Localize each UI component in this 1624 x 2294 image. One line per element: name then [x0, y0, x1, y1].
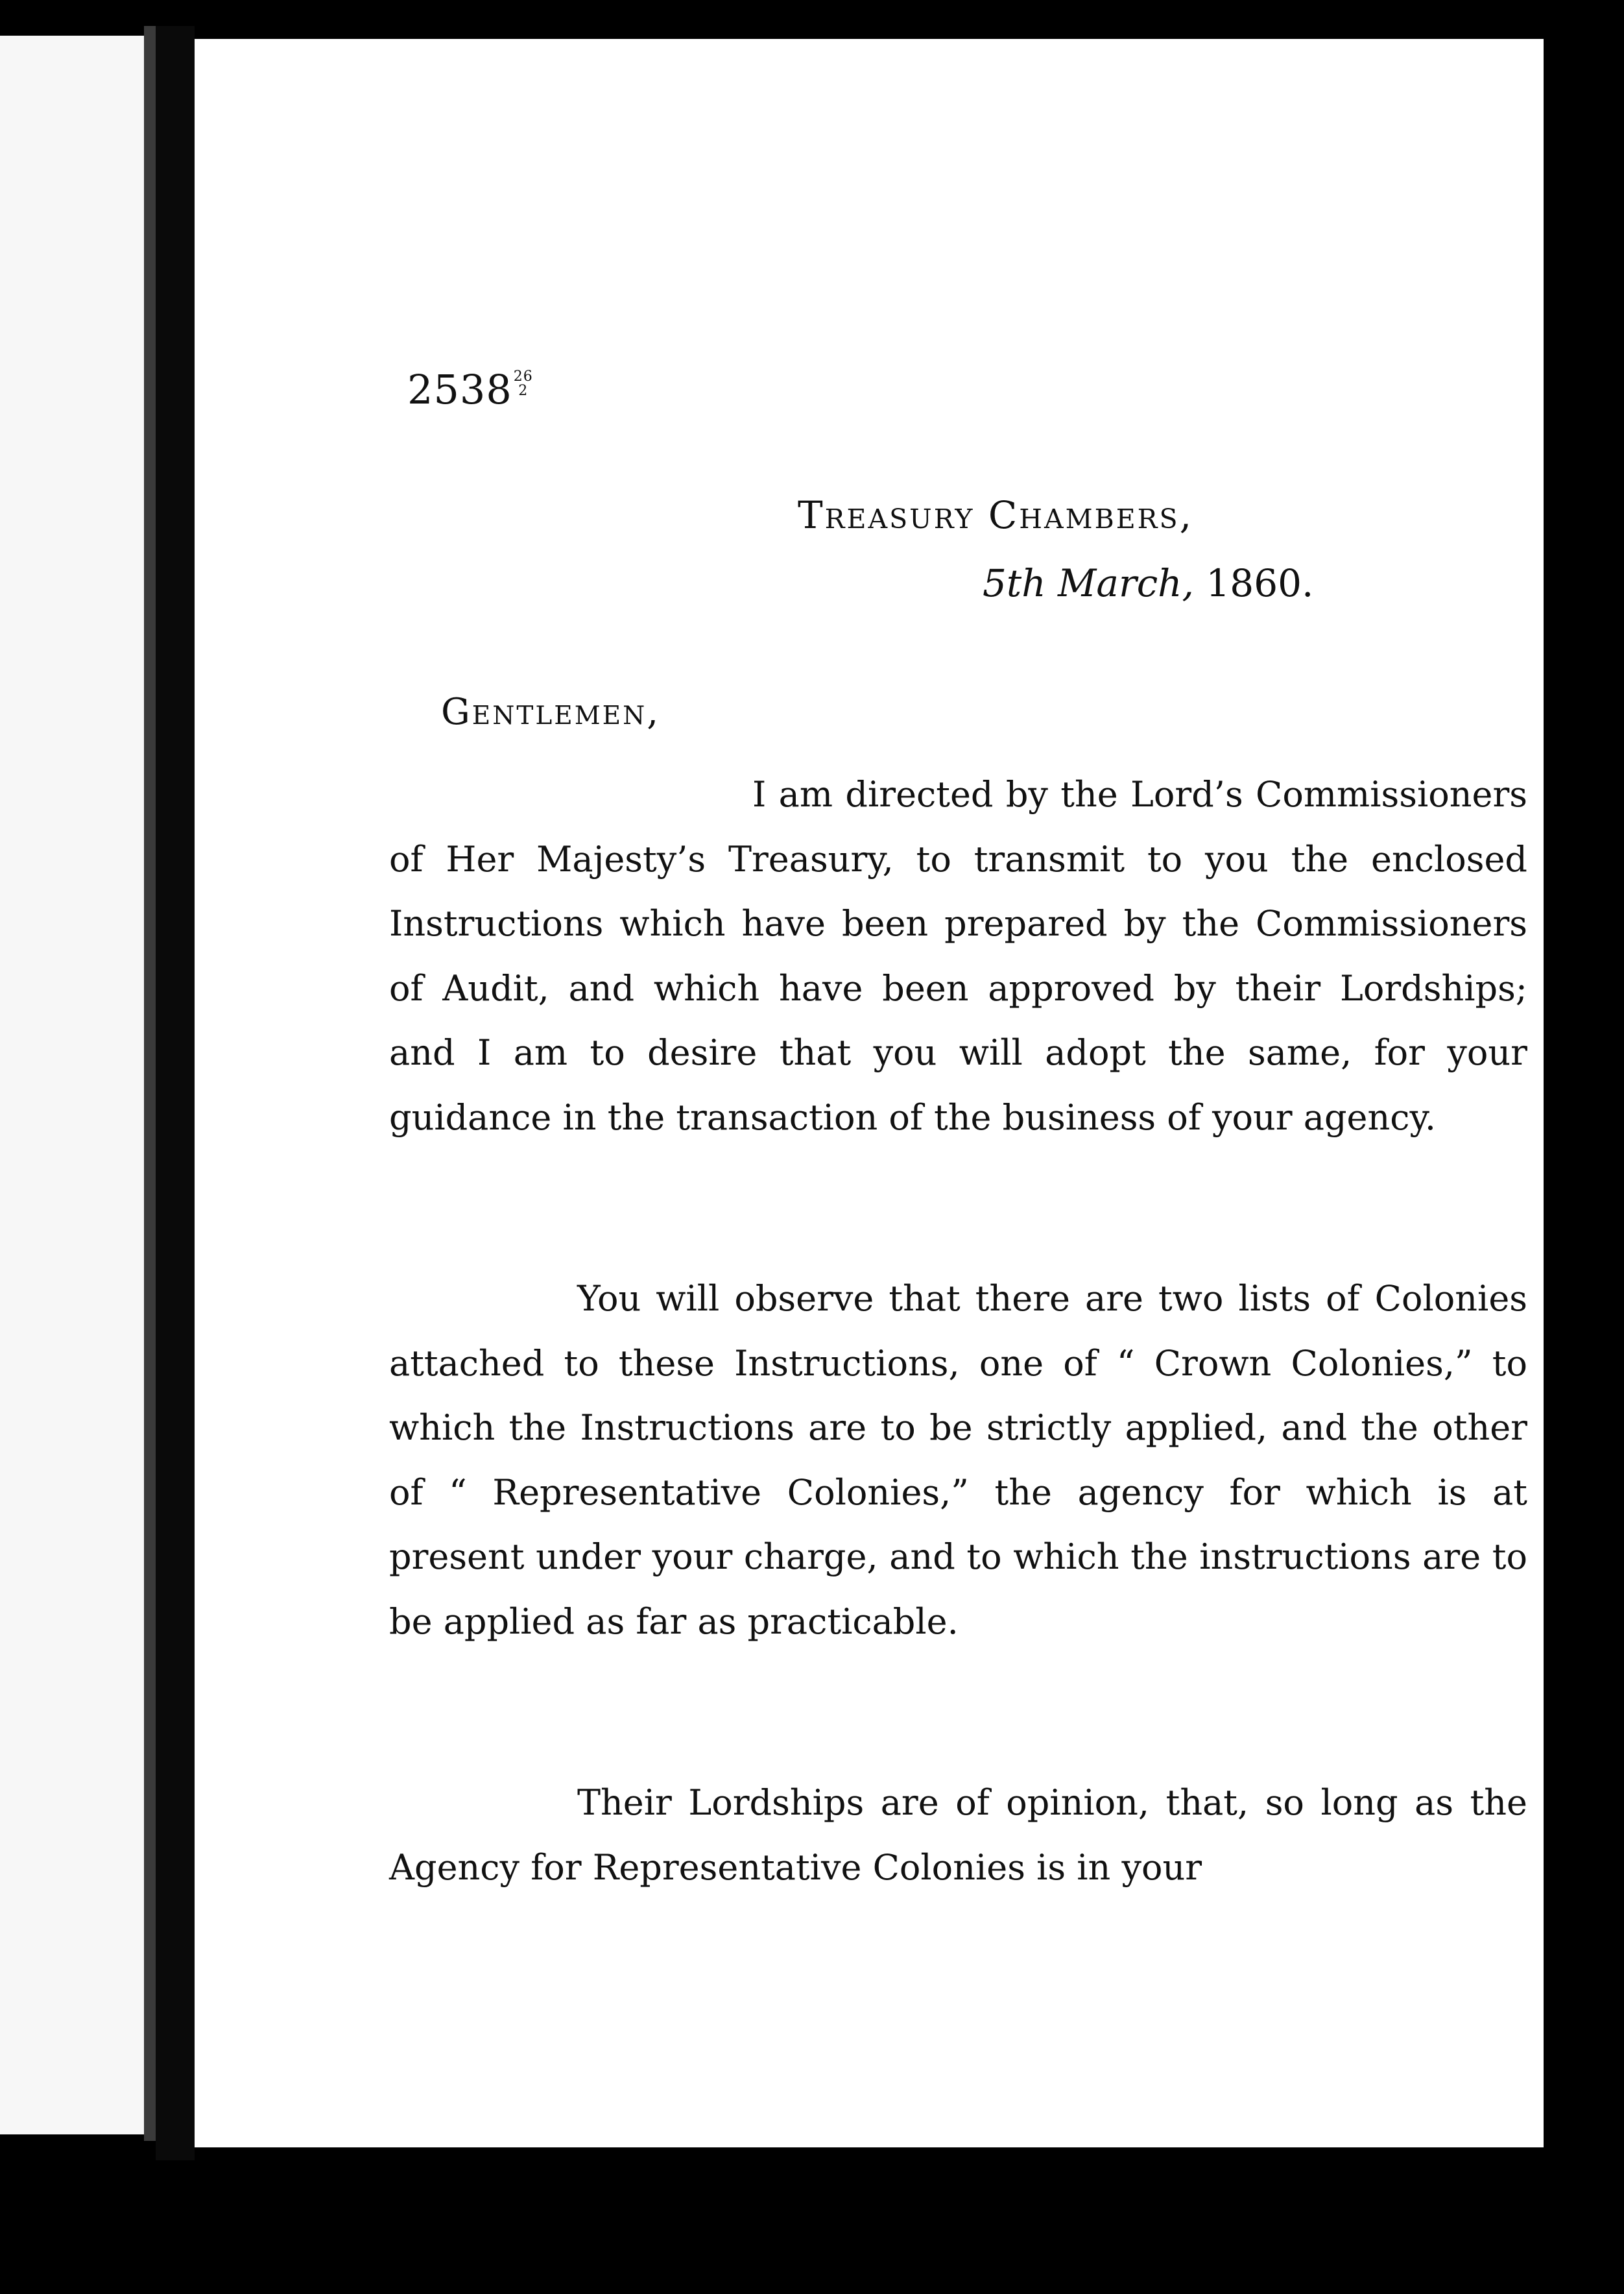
paragraph-2: You will observe that there are two lists of Colonies attached to these Instructions, one of “ Crown Colonies,” to which the Instructions are to be strictly applied, and the other of “ Representative Colonies,” the agency for which is at present under your charge, and to which the instructions are to be applied as far as practicable. [389, 1278, 1527, 1642]
reference-number-main: 2538 [407, 366, 512, 413]
date-day: 5th March, [983, 561, 1194, 605]
facing-page-shadow [144, 26, 156, 2141]
paragraph-3: Their Lordships are of opinion, that, so long as the Agency for Representative Colonies is in your [389, 1782, 1527, 1888]
reference-number [407, 366, 533, 413]
letter-date [983, 561, 1313, 605]
letter-page [195, 39, 1544, 2147]
reference-number-fraction [514, 370, 533, 398]
date-year: 1860. [1206, 561, 1314, 605]
paragraph-1: I am directed by the Lord’s Commissioners of Her Majesty’s Treasury, to transmit to you the enclosed Instructions which have been prepared by the Commissioners of Audit, and which have been approved by their Lordships; and I am to desire that you will adopt the same, for your guidance in the transaction of the business of your agency. [389, 774, 1527, 1138]
reference-fraction-bottom: 2 [518, 383, 529, 399]
facing-page-edge [0, 36, 148, 2134]
sender-address: Treasury Chambers, [798, 493, 1194, 537]
book-binding [156, 26, 195, 2160]
letter-body [389, 762, 1527, 1900]
salutation: Gentlemen, [441, 691, 661, 733]
reference-fraction-top: 26 [513, 368, 533, 385]
